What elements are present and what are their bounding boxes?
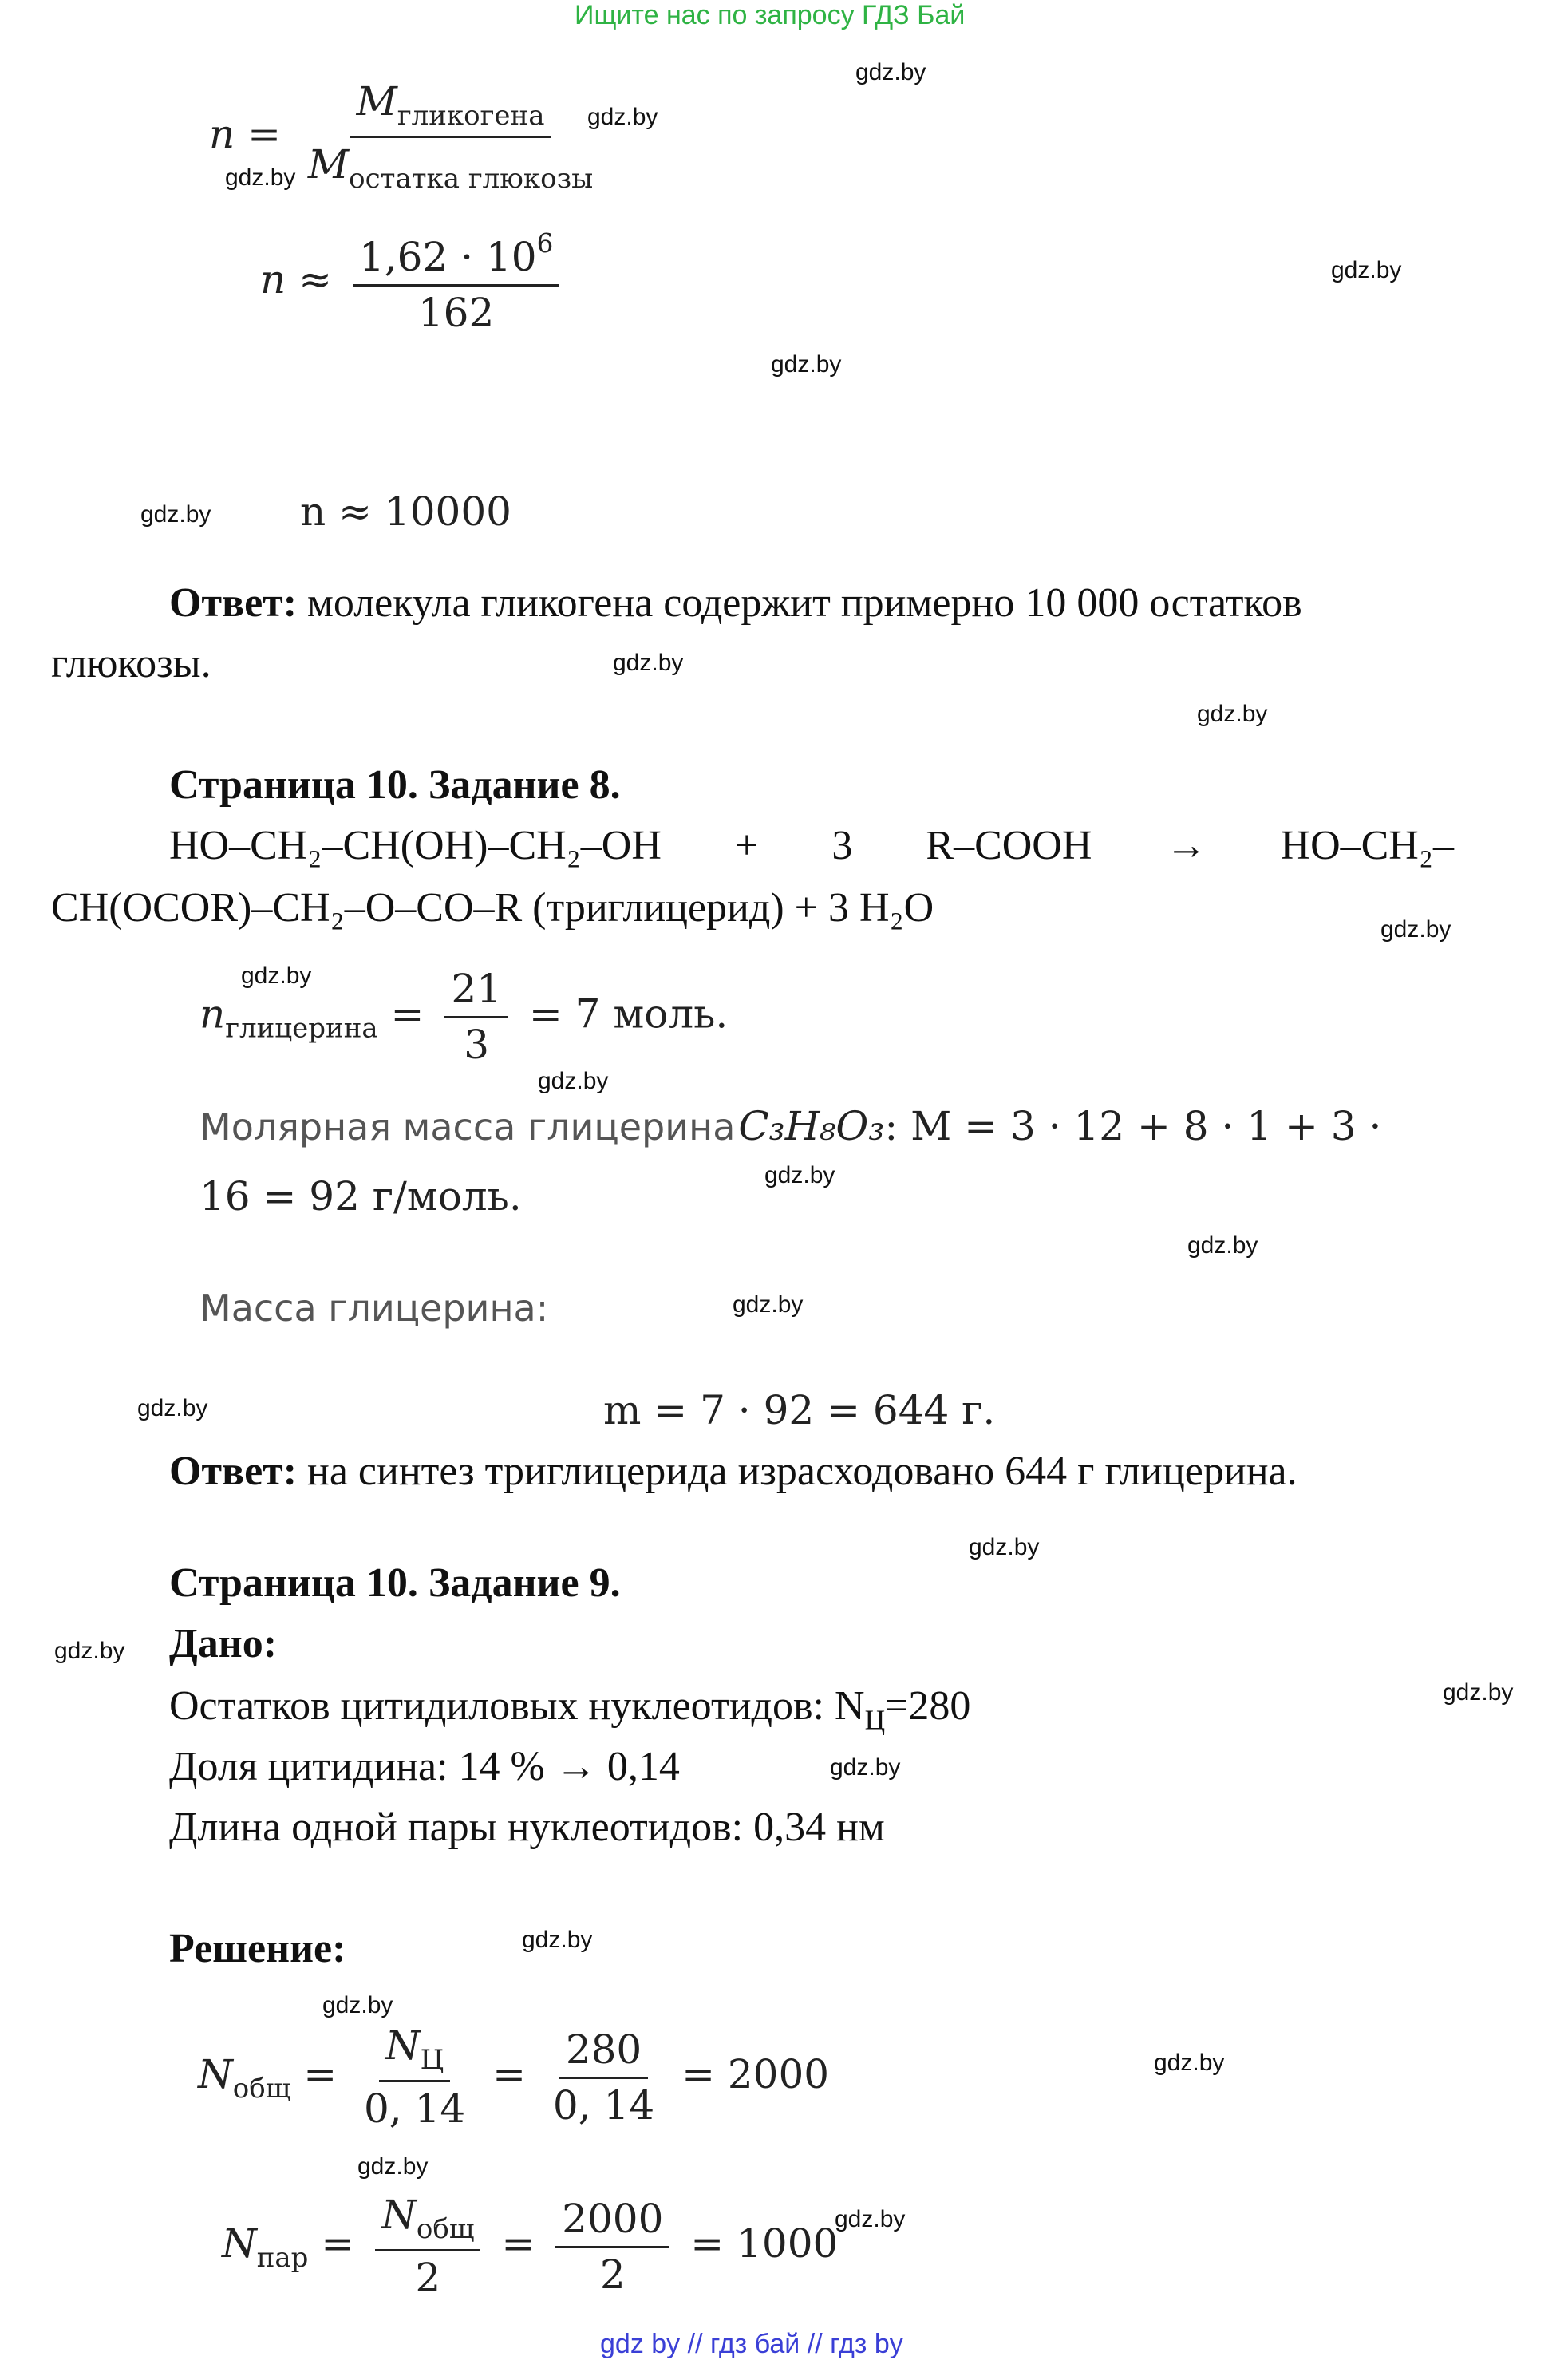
reaction-line2: CH(OCOR)–CH₂–O–CO–R (триглицерид) + 3 H₂O (51, 885, 934, 931)
given-line2: Доля цитидина: 14 % → 0,14 (169, 1744, 680, 1789)
given-line1: Остатков цитидиловых нуклеотидов: $N_Ц=280$ (169, 1683, 971, 1736)
given-line3: Длина одной пары нуклеотидов: 0,34 нм (169, 1805, 885, 1850)
molar-mass-line1: Молярная масса глицерина C₃H₈O₃: M = 3 · 12 + 8 · 1 + 3 · (199, 1103, 1382, 1149)
watermark: gdz.by (1197, 701, 1268, 727)
watermark: gdz.by (538, 1068, 609, 1094)
watermark: gdz.by (54, 1638, 125, 1664)
watermark: gdz.by (855, 59, 926, 85)
answer-task7-line2: глюкозы. (51, 641, 211, 686)
watermark: gdz.by (969, 1534, 1040, 1560)
reaction-line1: HO–CH₂–CH(OH)–CH₂–OH + 3 R–COOH → HO–CH₂– (169, 823, 1454, 868)
watermark: gdz.by (1443, 1679, 1514, 1706)
watermark: gdz.by (830, 1754, 901, 1781)
watermark: gdz.by (835, 2206, 906, 2232)
watermark: gdz.by (613, 650, 684, 676)
header-search-link[interactable]: Ищите нас по запросу ГДЗ Бай (575, 0, 966, 30)
formula-n-result: n ≈ 10000 (300, 488, 511, 535)
footer-links[interactable]: gdz by // гдз бай // гдз by (600, 2329, 903, 2359)
answer-task8: Ответ: на синтез триглицерида израсходовано 644 г глицерина. (169, 1449, 1297, 1494)
watermark: gdz.by (771, 351, 842, 378)
watermark: gdz.by (764, 1162, 835, 1188)
formula-n-glycerin: $n_{глицерина}$ = $\frac{21}{3}$ = 7 моль. (199, 966, 729, 1068)
formula-mass: m = 7 · 92 = 644 г. (603, 1387, 996, 1433)
formula-n-glycogen-ratio: n = $\frac{M_{гликогена}}{M_{остатка глюкозы}}$ (209, 78, 594, 196)
formula-n-total: $N_{общ}$ = $\frac{N_Ц}{0, 14}$ = $\frac{280}{0, 14}$ = 2000 (198, 2022, 830, 2133)
answer-task7-line1: Ответ: молекула гликогена содержит примерно 10 000 остатков (169, 580, 1302, 626)
watermark: gdz.by (587, 104, 658, 130)
watermark: gdz.by (357, 2153, 429, 2180)
heading-task9: Страница 10. Задание 9. (169, 1560, 621, 1606)
formula-n-approx: n ≈ $\frac{1,62 \cdot 10^6}{162}$ (260, 230, 567, 335)
watermark: gdz.by (1380, 916, 1451, 943)
given-label: Дано: (169, 1621, 278, 1666)
watermark: gdz.by (322, 1992, 393, 2018)
watermark: gdz.by (1154, 2050, 1225, 2076)
watermark: gdz.by (137, 1395, 208, 1421)
watermark: gdz.by (225, 164, 296, 191)
watermark: gdz.by (1187, 1232, 1258, 1259)
formula-n-pairs: $N_{пар}$ = $\frac{N_{общ}}{2}$ = $\frac{2000}{2}$ = 1000 (222, 2192, 839, 2302)
heading-task8: Страница 10. Задание 8. (169, 762, 621, 808)
watermark: gdz.by (522, 1927, 593, 1953)
watermark: gdz.by (733, 1291, 804, 1318)
watermark: gdz.by (1331, 257, 1402, 283)
solution-label: Решение: (169, 1926, 346, 1971)
mass-label: Масса глицерина: (199, 1287, 549, 1330)
watermark: gdz.by (140, 501, 211, 528)
watermark: gdz.by (241, 963, 312, 989)
molar-mass-line2: 16 = 92 г/моль. (199, 1173, 522, 1220)
